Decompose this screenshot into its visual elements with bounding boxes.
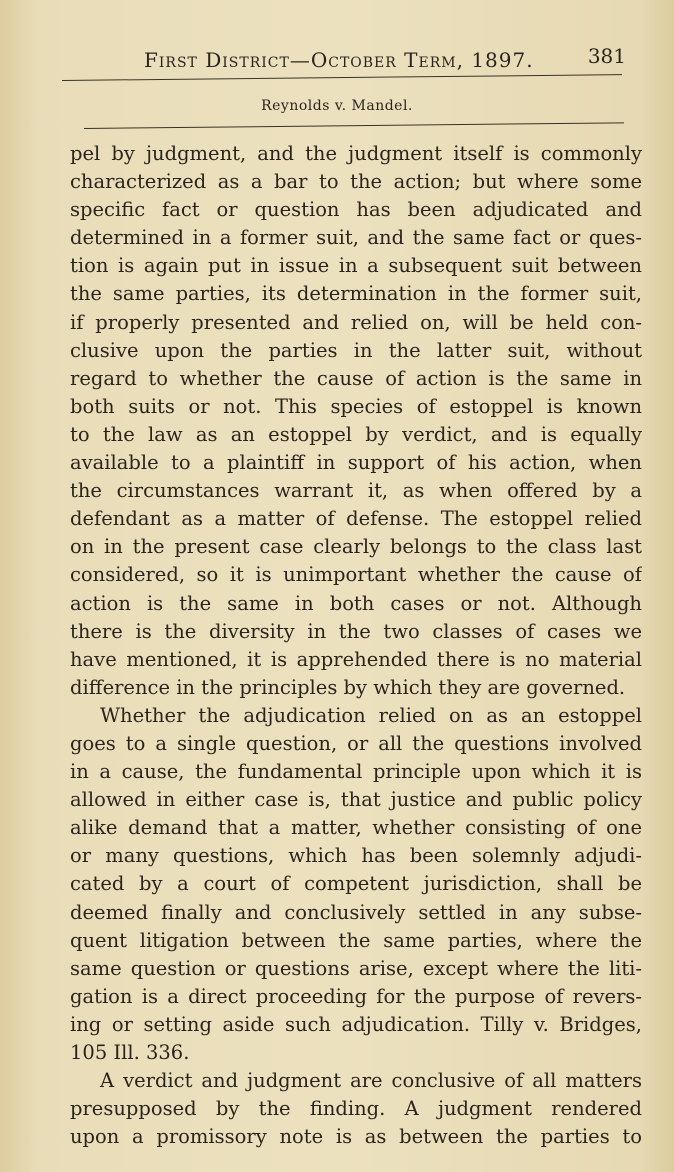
text-line: same question or questions arise, except where the liti- bbox=[70, 956, 642, 980]
text-line: both suits or not. This species of estoppel is known bbox=[70, 394, 642, 418]
case-title: Reynolds v. Mandel. bbox=[261, 98, 413, 114]
text-line: regard to whether the cause of action is the same in bbox=[70, 366, 642, 390]
text-line: alike demand that a matter, whether consisting of one bbox=[70, 816, 642, 840]
text-line: Whether the adjudication relied on as an estoppel bbox=[100, 703, 642, 727]
text-line: specific fact or question has been adjudicated and bbox=[70, 198, 642, 222]
text-line: gation is a direct proceeding for the purpose of revers- bbox=[70, 984, 642, 1008]
text-line: goes to a single question, or all the questions involved bbox=[70, 731, 642, 755]
text-line: if properly presented and relied on, will be held con- bbox=[70, 310, 642, 334]
text-line: characterized as a bar to the action; but where some bbox=[70, 170, 642, 194]
text-line: have mentioned, it is apprehended there is no material bbox=[70, 647, 642, 671]
text-line: or many questions, which has been solemnly adjudi- bbox=[70, 844, 642, 868]
text-line: available to a plaintiff in support of his action, when bbox=[70, 451, 642, 475]
text-line: A verdict and judgment are conclusive of all matters bbox=[100, 1069, 642, 1093]
text-line: tion is again put in issue in a subsequent suit between bbox=[70, 254, 642, 278]
header-rule-bottom bbox=[84, 122, 624, 129]
text-line: ing or setting aside such adjudication. Tilly v. Bridges, bbox=[70, 1012, 642, 1036]
text-line: 105 Ill. 336. bbox=[70, 1041, 190, 1064]
text-line: cated by a court of competent jurisdiction, shall be bbox=[70, 872, 642, 896]
text-line: the same parties, its determination in the former suit, bbox=[70, 282, 642, 306]
body-text bbox=[70, 140, 642, 1151]
text-line: allowed in either case is, that justice and public policy bbox=[70, 788, 642, 812]
text-line: in a cause, the fundamental principle upon which it is bbox=[70, 760, 642, 784]
text-line: difference in the principles by which they are governed. bbox=[70, 675, 626, 699]
text-line: deemed finally and conclusively settled in any subse- bbox=[70, 900, 642, 924]
text-line: action is the same in both cases or not. Although bbox=[70, 591, 642, 615]
text-line: to the law as an estoppel by verdict, and is equally bbox=[70, 422, 642, 446]
text-line: considered, so it is unimportant whether the cause of bbox=[70, 563, 642, 587]
text-line: pel by judgment, and the judgment itself is commonly bbox=[70, 142, 642, 165]
text-line: clusive upon the parties in the latter suit, without bbox=[70, 338, 642, 362]
text-line: the circumstances warrant it, as when offered by a bbox=[70, 479, 642, 503]
text-line: on in the present case clearly belongs to the class last bbox=[70, 535, 642, 559]
text-line: determined in a former suit, and the same fact or ques- bbox=[70, 226, 642, 250]
page-number: 381 bbox=[587, 44, 626, 68]
text-line: defendant as a matter of defense. The estoppel relied bbox=[70, 507, 642, 531]
text-line: upon a promissory note is as between the parties to bbox=[70, 1125, 642, 1149]
text-line: quent litigation between the same parties, where the bbox=[70, 928, 642, 952]
text-line: presupposed by the finding. A judgment rendered bbox=[70, 1097, 642, 1121]
running-head: First District—October Term, 1897. bbox=[144, 48, 534, 72]
page-header bbox=[140, 44, 640, 78]
text-line: there is the diversity in the two classes of cases we bbox=[70, 619, 642, 643]
